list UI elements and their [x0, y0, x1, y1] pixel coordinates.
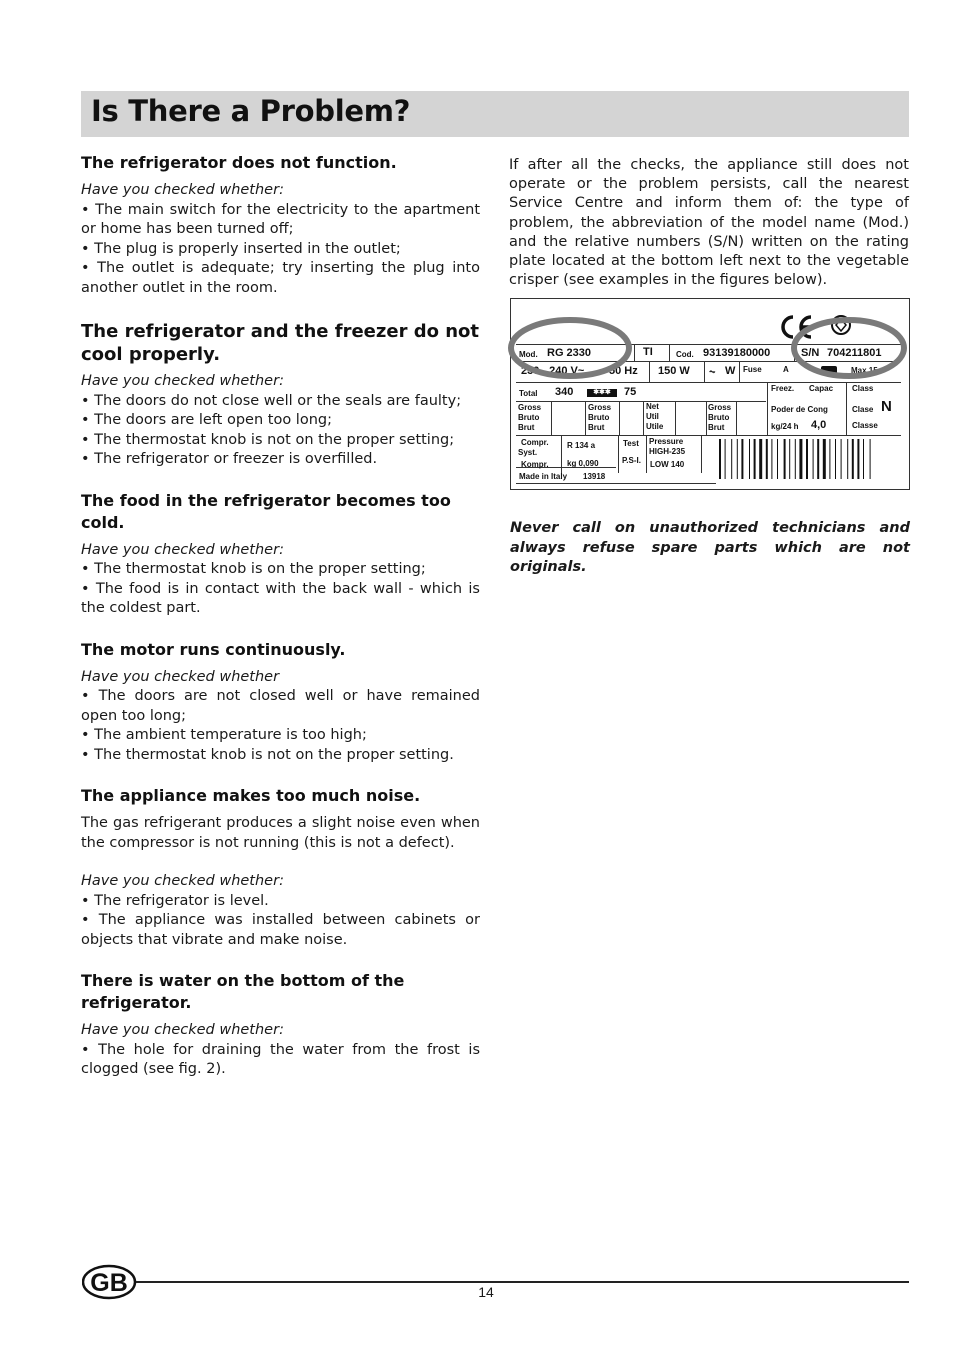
- brut-label: Brut: [588, 423, 605, 432]
- refrigerant-kg: kg 0,090: [567, 459, 599, 468]
- voltage: 230 - 240 V~: [521, 365, 585, 377]
- power: 150 W: [658, 365, 690, 377]
- freez-label: Freez.: [771, 384, 795, 393]
- amp-label: A: [783, 365, 789, 374]
- check-item: • The doors are not closed well or have remained open too long;: [81, 688, 480, 724]
- check-item: • The doors do not close well or the seals are faulty;: [81, 392, 462, 409]
- check-item: • The thermostat knob is not on the proper setting.: [81, 746, 454, 763]
- bruto-label: Bruto: [588, 413, 610, 422]
- check-item: • The refrigerator or freezer is overfilled.: [81, 451, 378, 467]
- section-heading: The motor runs continuously.: [81, 639, 346, 659]
- service-intro: If after all the checks, the appliance still does not operate or the problem persists, call the nearest Service Centre and inform them of: the type of problem, the abbreviation of the model name (Mod.) and the relative numbers (S/N) written on the rating plate located at the bottom left next to the vegetable crisper (see examples in the figures below).: [509, 157, 909, 289]
- made-code: 13918: [583, 472, 606, 481]
- section-too-cold: [81, 490, 480, 619]
- pressure-label: Pressure: [649, 437, 684, 446]
- lamp-watts: W: [725, 365, 736, 377]
- clase-label: Clase: [852, 405, 874, 414]
- sn-label: S/N: [801, 347, 820, 359]
- section-paragraph: The gas refrigerant produces a slight noise even when the compressor is not running (this is not a defect).: [81, 815, 480, 851]
- gross-label: Gross: [518, 403, 542, 412]
- freezer-star-icon: ✱✱✱: [587, 389, 617, 397]
- section-heading: The refrigerator does not function.: [81, 153, 397, 172]
- rating-plate: [510, 298, 910, 490]
- check-question: Have you checked whether: [81, 668, 280, 685]
- section-not-function: [81, 152, 480, 298]
- util-label: Util: [646, 412, 659, 421]
- barcode-icon: [719, 439, 903, 481]
- bruto-label: Bruto: [708, 413, 730, 422]
- lamp-symbol-icon: ⏦: [709, 367, 716, 376]
- check-item: • The thermostat knob is not on the proper setting;: [81, 431, 455, 448]
- check-item: • The outlet is adequate; try inserting the plug into another outlet in the room.: [81, 260, 480, 296]
- clase-value: N: [881, 398, 892, 415]
- test-label: Test: [623, 439, 639, 448]
- footer-rule: [136, 1281, 909, 1283]
- check-question: Have you checked whether:: [81, 1022, 284, 1038]
- section-heading: The refrigerator and the freezer do not cool properly.: [81, 321, 480, 365]
- net-label: Net: [646, 402, 659, 411]
- kg24-label: kg/24 h: [771, 422, 799, 431]
- check-item: • The appliance was installed between cabinets or objects that vibrate and make noise.: [81, 912, 480, 948]
- title-bar: [81, 91, 909, 137]
- brut-label: Brut: [708, 423, 725, 432]
- classe-label: Classe: [852, 421, 878, 430]
- check-item: • The food is in contact with the back wall - which is the coldest part.: [81, 580, 480, 616]
- section-water: [81, 970, 480, 1080]
- pressure-high: HIGH-235: [649, 447, 686, 456]
- refrigerant-value: R 134 a: [567, 441, 596, 450]
- check-item: • The ambient temperature is too high;: [81, 727, 367, 743]
- troubleshooting-column: [81, 152, 480, 1080]
- made-in-label: Made in Italy: [519, 472, 568, 481]
- check-question: Have you checked whether:: [81, 182, 284, 198]
- cod-value: 93139180000: [703, 347, 771, 359]
- sn-value: 704211801: [827, 347, 882, 359]
- gross-label: Gross: [588, 403, 612, 412]
- utile-label: Utile: [646, 422, 664, 431]
- section-motor-runs: [81, 639, 480, 766]
- check-item: • The main switch for the electricity to the apartment or home has been turned off;: [81, 201, 480, 237]
- poder-label: Poder de Cong: [771, 405, 828, 414]
- kg24-value: 4,0: [811, 419, 827, 431]
- total-value: 340: [555, 386, 574, 398]
- gross-label: Gross: [708, 403, 732, 412]
- mod-label: Mod.: [519, 350, 538, 359]
- gb-badge-label: GB: [90, 1269, 128, 1297]
- kompr-label: Kompr.: [521, 460, 549, 469]
- class-label: Class: [852, 384, 874, 393]
- mod-value: RG 2330: [547, 347, 592, 359]
- check-item: • The doors are left open too long;: [81, 412, 332, 428]
- compr-label: Compr.: [521, 438, 549, 447]
- page-number: 14: [478, 1284, 494, 1300]
- total-label: Total: [519, 389, 538, 398]
- psi-label: P.S-I.: [622, 456, 641, 465]
- brut-label: Brut: [518, 423, 535, 432]
- capac-label: Capac: [809, 384, 834, 393]
- section-not-cool: [81, 320, 480, 470]
- bruto-label: Bruto: [518, 413, 540, 422]
- check-question: Have you checked whether:: [81, 873, 284, 889]
- check-question: Have you checked whether:: [81, 373, 284, 389]
- fuse-label: Fuse: [743, 365, 762, 374]
- check-item: • The hole for draining the water from the frost is clogged (see fig. 2).: [81, 1041, 480, 1077]
- section-heading: The appliance makes too much noise.: [81, 786, 421, 805]
- cod-label: Cod.: [676, 350, 694, 359]
- model-highlight-oval: [506, 314, 636, 376]
- syst-label: Syst.: [518, 448, 538, 457]
- section-noise: [81, 785, 480, 950]
- gb-badge: [82, 1264, 138, 1300]
- warning-note: Never call on unauthorized technicians and always refuse spare parts which are not originals.: [510, 520, 910, 575]
- ti-label: TI: [643, 346, 653, 358]
- check-item: • The plug is properly inserted in the outlet;: [81, 240, 401, 257]
- pressure-low: LOW 140: [650, 460, 685, 469]
- max-label: Max 15: [851, 366, 878, 375]
- check-item: • The refrigerator is level.: [81, 892, 269, 909]
- page-title: Is There a Problem?: [91, 94, 411, 128]
- frequency: 50 Hz: [609, 365, 638, 377]
- star-value: 75: [624, 386, 637, 398]
- section-heading: The food in the refrigerator becomes too cold.: [81, 490, 451, 532]
- serial-highlight-oval: [789, 314, 913, 376]
- section-heading: There is water on the bottom of the refrigerator.: [81, 971, 405, 1012]
- check-item: • The thermostat knob is on the proper setting;: [81, 561, 426, 577]
- check-question: Have you checked whether:: [81, 541, 284, 558]
- service-column: [509, 156, 909, 290]
